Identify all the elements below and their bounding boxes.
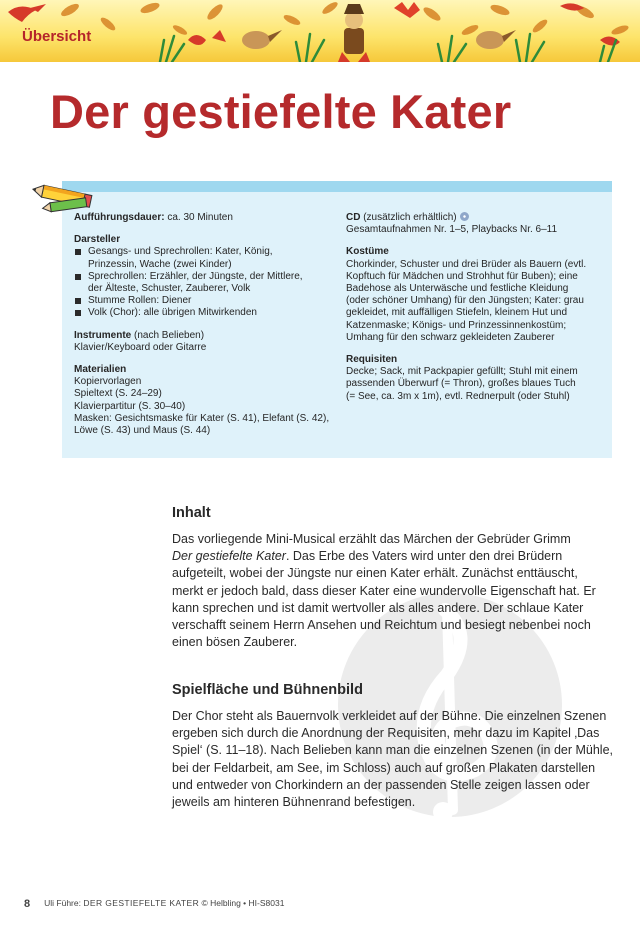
costumes-line: Kopftuch für Mädchen und Strohhut für Buben); eine (346, 270, 578, 282)
illustration-art-icon (0, 0, 640, 62)
paragraph-line: verschafft seinem Herrn Ansehen und Reichtum und besiegt nebenbei noch (172, 618, 591, 633)
costumes-block (346, 246, 608, 344)
props-line: Decke; Sack, mit Packpapier gefüllt; Stuhl mit einem (346, 366, 578, 378)
costumes-line: (oder schöner Umhang) für den Jüngsten; Kater: grau (346, 295, 584, 307)
instruments-value: Klavier/Keyboard oder Gitarre (74, 341, 207, 353)
paragraph-line: bei der Feldarbeit, am See, im Schloss) auch auf großen Plakaten darstellen (172, 760, 596, 775)
cast-line: Volk (Chor): alle übrigen Mitwirkenden (88, 307, 257, 319)
cast-list (74, 246, 336, 319)
overview-right-column (346, 212, 608, 413)
materials-line: Klavierpartitur (S. 30–40) (74, 400, 186, 412)
props-line: passenden Überwurf (= Thron), großes blaues Tuch (346, 378, 576, 390)
page-title: Der gestiefelte Kater (50, 85, 512, 138)
cd-block (346, 212, 608, 236)
costumes-line: Chorkinder, Schuster und drei Brüder als Bauern (evtl. (346, 258, 587, 270)
materials-line: Löwe (S. 43) und Maus (S. 44) (74, 425, 211, 437)
cd-title: CD (346, 212, 361, 223)
cd-note: (zusätzlich erhältlich) (360, 212, 457, 223)
book-title: Der gestiefelte Kater (172, 549, 286, 564)
header-illustration (0, 0, 640, 62)
costumes-line: Badehose als Unterwäsche und festliche Kleidung (346, 283, 569, 295)
props-line: (= See, ca. 3m x 1m), evtl. Rednerpult (oder Stuhl) (346, 390, 570, 402)
duration-block (74, 212, 336, 224)
props-title: Requisiten (346, 354, 398, 366)
buehne-paragraph (172, 708, 612, 811)
paragraph-line: Der Chor steht als Bauernvolk verkleidet auf der Bühne. Die einzelnen Szenen (172, 709, 607, 723)
footer-author: Uli Führe: (44, 898, 84, 908)
cd-value: Gesamtaufnahmen Nr. 1–5, Playbacks Nr. 6–11 (346, 224, 558, 236)
paragraph-line: Das vorliegende Mini-Musical erzählt das Märchen der Gebrüder Grimm (172, 532, 571, 546)
instruments-block (74, 330, 336, 354)
list-item (74, 271, 336, 295)
overview-box-bar (62, 181, 612, 192)
materials-line: Masken: Gesichtsmaske für Kater (S. 41), Elefant (S. 42), (74, 412, 330, 424)
costumes-line: Katzenmaske; Königs- und Prinzessinnenkostüm; (346, 319, 567, 331)
materials-line: Kopiervorlagen (74, 376, 142, 388)
instruments-title: Instrumente (74, 329, 132, 341)
materials-block (74, 364, 336, 437)
footer-publisher: © Helbling • HI-S8031 (199, 898, 285, 908)
paragraph-line: und entweder von Chorkindern an der passenden Stelle zeigen lassen oder (172, 777, 590, 792)
paragraph-line: aufgeteilt, wobei der Jüngste nur einen Kater erhält. Zunächst enttäuscht, (172, 566, 578, 581)
list-item (74, 295, 336, 307)
costumes-line: gekleidet, mit auffälligen Stiefeln, kleinem Hut und (346, 307, 568, 319)
list-item (74, 307, 336, 319)
paragraph-line: ergeben sich durch die Anordnung der Requisiten, mehr dazu im Kapitel ‚Das (172, 726, 600, 741)
paragraph-line: einen bösen Zauberer. (172, 635, 298, 650)
cast-line: Gesangs- und Sprechrollen: Kater, König, (88, 246, 273, 258)
paragraph-line: merkt er jedoch bald, dass dieser Kater eine wundervolle Eigenschaft hat. Er (172, 583, 596, 598)
cast-line: Sprechrollen: Erzähler, der Jüngste, der Mittlere, (88, 270, 303, 282)
duration-value: ca. 30 Minuten (164, 212, 233, 223)
cast-line: Stumme Rollen: Diener (88, 295, 192, 307)
materials-line: Spieltext (S. 24–29) (74, 388, 162, 400)
cd-icon (460, 212, 469, 221)
page-number: 8 (24, 898, 31, 910)
section-title-inhalt: Inhalt (172, 505, 211, 521)
overview-left-column (74, 212, 336, 447)
cast-block (74, 234, 336, 319)
costumes-line: Umhang für den schwarz gekleideten Zauberer (346, 331, 555, 343)
duration-label: Aufführungsdauer: (74, 212, 165, 223)
list-item (74, 246, 336, 270)
cast-line: der Älteste, Schuster, Zauberer, Volk (88, 283, 251, 295)
materials-title: Materialien (74, 364, 127, 376)
instruments-note: (nach Belieben) (131, 329, 205, 341)
inhalt-paragraph (172, 531, 612, 651)
page-footer (24, 898, 284, 910)
section-title-buehne: Spielfläche und Bühnenbild (172, 682, 363, 698)
costumes-title: Kostüme (346, 246, 389, 258)
footer-book-title: DER GESTIEFELTE KATER (83, 898, 200, 908)
paragraph-line: jeweils am hinteren Bühnenrand befestigen. (172, 795, 416, 810)
section-label: Übersicht (22, 28, 92, 45)
cast-title: Darsteller (74, 234, 121, 246)
props-block (346, 354, 608, 403)
paragraph-line: Spiel‘ (S. 11–18). Nach Belieben kann man die einzelnen Szenen (in der Mühle, (172, 743, 614, 758)
cast-line: Prinzessin, Wache (zwei Kinder) (88, 258, 232, 270)
paragraph-line: kann sprechen und ist damit wertvoller als alles andere. Der schlaue Kater (172, 600, 584, 615)
paragraph-line: . Das Erbe des Vaters wird unter den drei Brüdern (285, 549, 563, 564)
